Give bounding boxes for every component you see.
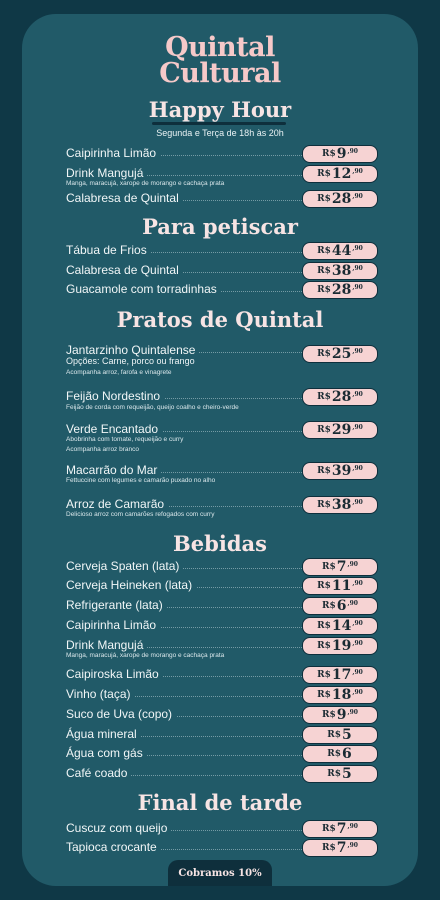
item-options: Opções: Carne, porco ou frango — [66, 356, 195, 366]
section-title-happy-hour: Happy Hour — [148, 97, 292, 122]
item-name: Cuscuz com queijo — [66, 821, 171, 835]
section-title-para-petiscar: Para petiscar — [142, 214, 298, 239]
item-name: Café coado — [66, 766, 131, 780]
menu-item — [66, 727, 378, 745]
item-name: Arroz de Camarão — [66, 497, 168, 511]
menu-item — [66, 191, 378, 209]
menu-item — [66, 766, 378, 784]
menu-item — [66, 598, 378, 616]
item-name: Refrigerante (lata) — [66, 598, 167, 612]
price-tag: R$ 6 — [302, 745, 378, 763]
item-name: Caipirinha Limão — [66, 618, 160, 632]
item-description: Acompanha arroz, farofa e vinagrete — [66, 369, 172, 376]
price-tag: R$ 28 ,90 — [302, 190, 378, 208]
item-description: Abobrinha com tomate, requeijão e curry — [66, 436, 184, 443]
item-name: Tábua de Frios — [66, 243, 151, 257]
item-description: Delicioso arroz com camarões refogados com curry — [66, 511, 215, 518]
logo-line-1: Quintal — [165, 32, 275, 63]
price-tag: R$ 14 ,90 — [302, 617, 378, 635]
item-description: Feijão de corda com requeijão, queijo coalho e cheiro-verde — [66, 404, 239, 411]
price-tag: R$ 5 — [302, 765, 378, 783]
item-name: Caipiroska Limão — [66, 667, 163, 681]
price-tag: R$ 7 ,90 — [302, 820, 378, 838]
item-name: Calabresa de Quintal — [66, 263, 183, 277]
price-tag: R$ 29 ,90 — [302, 421, 378, 439]
item-name: Cerveja Spaten (lata) — [66, 559, 183, 573]
price-tag: R$ 39 ,90 — [302, 462, 378, 480]
section-title-bebidas: Bebidas — [173, 531, 267, 556]
menu-item — [66, 578, 378, 596]
menu-item — [66, 559, 378, 577]
item-name: Guacamole com torradinhas — [66, 282, 221, 296]
price-tag: R$ 17 ,90 — [302, 666, 378, 684]
price-tag: R$ 19 ,90 — [302, 637, 378, 655]
price-tag: R$ 9 ,90 — [302, 706, 378, 724]
section-title-pratos-de-quintal: Pratos de Quintal — [116, 307, 324, 332]
item-description: Fettuccine com legumes e camarão puxado no alho — [66, 477, 216, 484]
item-name: Suco de Uva (copo) — [66, 707, 176, 721]
price-tag: R$ 44 ,90 — [302, 242, 378, 260]
item-name: Drink Mangujá — [66, 638, 147, 652]
price-tag: R$ 12 ,90 — [302, 165, 378, 183]
item-name: Jantarzinho Quintalense — [66, 343, 199, 357]
price-tag: R$ 38 ,90 — [302, 262, 378, 280]
price-tag: R$ 38 ,90 — [302, 496, 378, 514]
happy-hour-schedule: Segunda e Terça de 18h às 20h — [156, 128, 284, 138]
price-tag: R$ 25 ,90 — [302, 345, 378, 363]
item-name: Cerveja Heineken (lata) — [66, 578, 196, 592]
menu-item — [66, 618, 378, 636]
menu-item — [66, 707, 378, 725]
item-name: Verde Encantado — [66, 422, 162, 436]
menu-item — [66, 840, 378, 858]
price-tag: R$ 7 ,90 — [302, 839, 378, 857]
menu-item — [66, 667, 378, 685]
happy-hour-underline — [152, 122, 286, 125]
item-name: Drink Mangujá — [66, 166, 147, 180]
item-name: Vinho (taça) — [66, 687, 134, 701]
item-name: Água com gás — [66, 746, 147, 760]
menu-item — [66, 821, 378, 839]
item-name: Feijão Nordestino — [66, 389, 164, 403]
price-tag: R$ 6 ,90 — [302, 597, 378, 615]
price-tag: R$ 28 ,90 — [302, 281, 378, 299]
menu-item — [66, 243, 378, 261]
price-tag: R$ 9 ,90 — [302, 145, 378, 163]
menu-item — [66, 282, 378, 300]
price-tag: R$ 28 ,90 — [302, 388, 378, 406]
item-name: Água mineral — [66, 727, 141, 741]
item-name: Tapioca crocante — [66, 840, 161, 854]
price-tag: R$ 7 ,90 — [302, 558, 378, 576]
item-description: Manga, maracujá, xarope de morango e cachaça prata — [66, 652, 225, 659]
item-name: Caipirinha Limão — [66, 146, 160, 160]
logo-line-2: Cultural — [159, 58, 281, 89]
section-title-final-de-tarde: Final de tarde — [137, 790, 303, 815]
menu-item — [66, 746, 378, 764]
price-tag: R$ 5 — [302, 726, 378, 744]
price-tag: R$ 11 ,90 — [302, 577, 378, 595]
item-description: Manga, maracujá, xarope de morango e cachaça prata — [66, 180, 225, 187]
price-tag: R$ 18 ,90 — [302, 686, 378, 704]
item-name: Calabresa de Quintal — [66, 191, 183, 205]
item-name: Macarrão do Mar — [66, 463, 161, 477]
service-charge-note: Cobramos 10% — [168, 860, 272, 886]
menu-item — [66, 263, 378, 281]
menu-item — [66, 146, 378, 164]
menu-item — [66, 687, 378, 705]
item-description: Acompanha arroz branco — [66, 446, 139, 453]
